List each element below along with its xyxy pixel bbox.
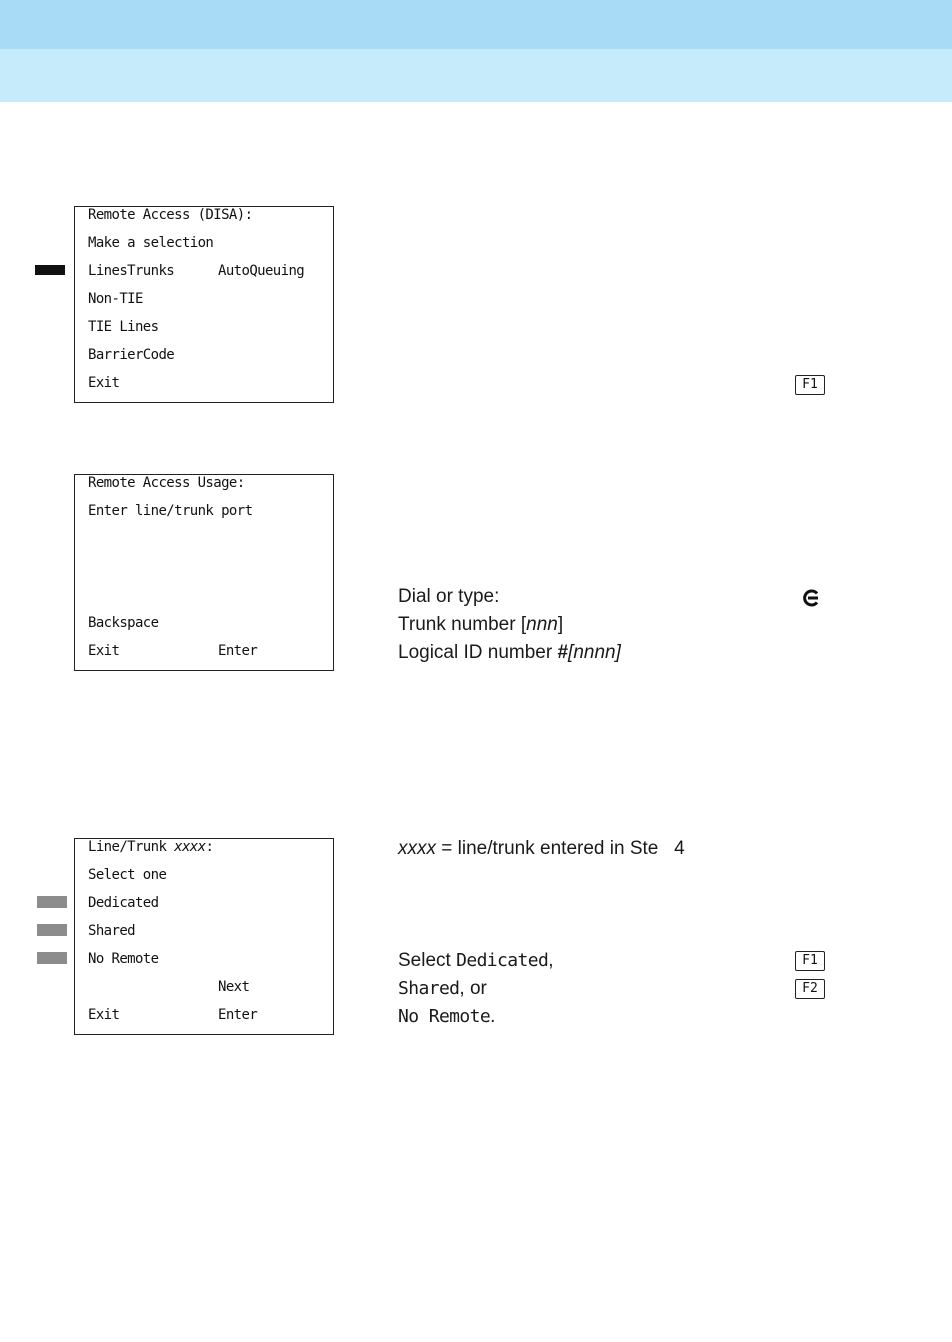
option-barrier-code[interactable]: BarrierCode bbox=[88, 347, 175, 363]
logical-id-label: Logical ID number bbox=[398, 642, 558, 663]
option-lines-trunks[interactable]: LinesTrunks bbox=[88, 263, 175, 279]
screen-title-suffix: : bbox=[205, 839, 214, 855]
instruction-no-remote bbox=[398, 1006, 495, 1028]
screen-prompt: Select one bbox=[88, 867, 167, 883]
console-screen-remote-access bbox=[74, 206, 334, 403]
trunk-number-close: ] bbox=[557, 614, 564, 635]
key-f1[interactable]: F1 bbox=[795, 375, 825, 395]
option-exit[interactable]: Exit bbox=[88, 643, 120, 659]
console-screen-remote-access-usage bbox=[74, 474, 334, 671]
screen-prompt: Make a selection bbox=[88, 235, 214, 251]
option-no-remote[interactable]: No Remote bbox=[88, 951, 159, 967]
header-band-bottom bbox=[0, 49, 952, 102]
select-comma: , bbox=[548, 950, 554, 971]
instruction-dial-or-type: Dial or type: bbox=[398, 586, 500, 607]
instruction-select bbox=[398, 950, 554, 972]
trunk-number-var: nnn bbox=[526, 614, 558, 635]
screen-prompt: Enter line/trunk port bbox=[88, 503, 253, 519]
header-band-top bbox=[0, 0, 952, 49]
fkey-indicator-no-remote bbox=[37, 952, 67, 964]
key-f2[interactable]: F2 bbox=[795, 979, 825, 999]
fkey-indicator-shared bbox=[37, 924, 67, 936]
option-tie-lines[interactable]: TIE Lines bbox=[88, 319, 159, 335]
option-enter[interactable]: Enter bbox=[218, 1007, 258, 1023]
logical-id-var: [nnnn] bbox=[568, 642, 621, 663]
logical-id-hash: # bbox=[557, 642, 569, 663]
screen-title-prefix: Line/Trunk bbox=[88, 839, 175, 855]
option-exit[interactable]: Exit bbox=[88, 1007, 120, 1023]
key-f1[interactable]: F1 bbox=[795, 951, 825, 971]
option-non-tie[interactable]: Non-TIE bbox=[88, 291, 143, 307]
fkey-indicator-lines-trunks bbox=[35, 265, 65, 275]
select-prefix: Select bbox=[398, 950, 457, 971]
trunk-number-label: Trunk number [ bbox=[398, 614, 527, 635]
screen-title: Remote Access (DISA): bbox=[88, 207, 253, 223]
option-next[interactable]: Next bbox=[218, 979, 250, 995]
select-dedicated: Dedicated bbox=[456, 950, 549, 971]
note-line-trunk bbox=[398, 838, 685, 860]
select-or: , or bbox=[459, 978, 487, 999]
screen-title: Remote Access Usage: bbox=[88, 475, 245, 491]
instruction-trunk-number bbox=[398, 614, 563, 636]
option-enter[interactable]: Enter bbox=[218, 643, 258, 659]
dial-telephone-icon bbox=[801, 588, 821, 608]
option-dedicated[interactable]: Dedicated bbox=[88, 895, 159, 911]
select-no-remote: No Remote bbox=[398, 1006, 491, 1027]
instruction-logical-id bbox=[398, 642, 621, 664]
fkey-indicator-dedicated bbox=[37, 896, 67, 908]
console-screen-line-trunk bbox=[74, 838, 334, 1035]
option-auto-queuing[interactable]: AutoQueuing bbox=[218, 263, 305, 279]
instruction-shared bbox=[398, 978, 487, 1000]
screen-title bbox=[88, 839, 213, 855]
option-shared[interactable]: Shared bbox=[88, 923, 135, 939]
screen-title-var: xxxx bbox=[174, 839, 206, 855]
note-var: xxxx bbox=[398, 838, 436, 859]
select-shared: Shared bbox=[398, 978, 460, 999]
note-text: = line/trunk entered in Ste 4 bbox=[436, 838, 685, 859]
select-period: . bbox=[490, 1006, 496, 1027]
option-exit[interactable]: Exit bbox=[88, 375, 120, 391]
option-backspace[interactable]: Backspace bbox=[88, 615, 159, 631]
